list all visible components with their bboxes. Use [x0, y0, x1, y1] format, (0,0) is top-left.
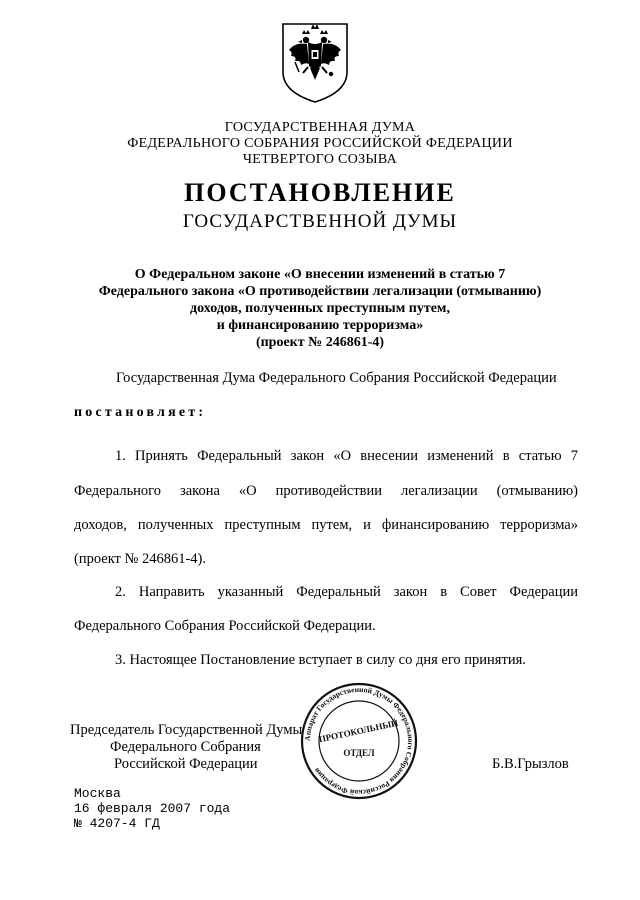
stamp-outer-text: Аппарат Государственной Думы Федерального Собрания Российской Федерации	[302, 684, 416, 798]
signatory-position-line-1: Председатель Государственной Думы	[70, 722, 303, 738]
item3-text: 3. Настоящее Постановление вступает в силу со дня его принятия.	[115, 652, 526, 668]
subject-line-4: и финансированию терроризма»	[216, 318, 424, 333]
signatory-position-line-2: Федерального Собрания	[110, 739, 261, 755]
footer-city: Москва	[74, 786, 121, 801]
item2-line-1: 2. Направить указанный Федеральный закон в Совет Федерации	[115, 584, 578, 600]
signatory-position-line-3: Российской Федерации	[114, 756, 258, 772]
subject-line-3: доходов, полученных преступным путем,	[190, 301, 450, 316]
stamp-inner-line-1: ПРОТОКОЛЬНЫЙ	[317, 717, 399, 745]
round-seal-stamp-icon	[300, 682, 418, 800]
item1-line-3: доходов, полученных преступным путем, и финансированию терроризма»	[74, 517, 578, 533]
signatory-name: Б.В.Грызлов	[492, 756, 569, 772]
subject-line-1: О Федеральном законе «О внесении изменений в статью 7	[134, 267, 506, 282]
document-title: ПОСТАНОВЛЕНИЕ	[184, 178, 456, 207]
subject-line-5: (проект № 246861-4)	[255, 335, 385, 350]
item1-line-2: Федерального закона «О противодействии легализации (отмыванию)	[74, 483, 578, 499]
item1-line-1: 1. Принять Федеральный закон «О внесении изменений в статью 7	[115, 448, 578, 464]
org-name-line-1: ГОСУДАРСТВЕННАЯ ДУМА	[224, 120, 416, 135]
intro-text: Государственная Дума Федерального Собрания Российской Федерации	[116, 370, 557, 386]
stamp-inner-line-2: ОТДЕЛ	[343, 748, 375, 758]
subject-line-2: Федерального закона «О противодействии легализации (отмыванию)	[98, 284, 542, 299]
item1-line-4: (проект № 246861-4).	[74, 551, 207, 567]
org-name-line-3: ЧЕТВЕРТОГО СОЗЫВА	[242, 152, 398, 167]
item2-line-2: Федерального Собрания Российской Федерации.	[74, 618, 376, 634]
document-subtitle: ГОСУДАРСТВЕННОЙ ДУМЫ	[182, 211, 458, 232]
decree-word: постановляет:	[74, 405, 207, 420]
footer-number: № 4207-4 ГД	[74, 816, 160, 831]
footer-date: 16 февраля 2007 года	[74, 801, 231, 816]
org-name-line-2: ФЕДЕРАЛЬНОГО СОБРАНИЯ РОССИЙСКОЙ ФЕДЕРАЦИИ	[127, 136, 513, 151]
russian-coat-of-arms-icon	[277, 20, 353, 104]
